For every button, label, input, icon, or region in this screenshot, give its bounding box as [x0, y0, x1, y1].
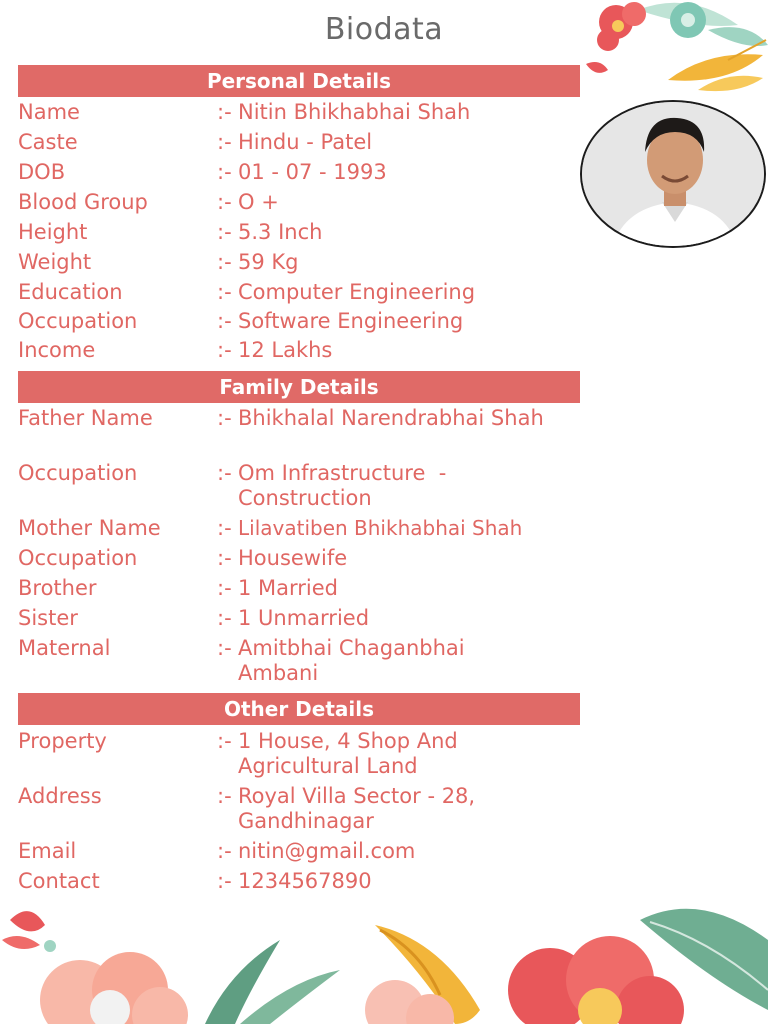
row-separator: :-: [217, 869, 232, 893]
row-label: Income: [18, 338, 96, 362]
row-separator: :-: [217, 190, 232, 214]
row-value: nitin@gmail.com: [238, 839, 416, 863]
row-label: Occupation: [18, 546, 138, 570]
row-value: Bhikhalal Narendrabhai Shah: [238, 406, 544, 430]
row-label: Caste: [18, 130, 78, 154]
row-label: Occupation: [18, 309, 138, 333]
personal-details-header: Personal Details: [18, 65, 580, 97]
row-separator: :-: [217, 280, 232, 304]
row-label: Weight: [18, 250, 92, 274]
page-title: Biodata: [324, 12, 444, 47]
other-details-header: Other Details: [18, 693, 580, 725]
row-value: 01 - 07 - 1993: [238, 160, 387, 184]
row-separator: :-: [217, 729, 232, 753]
row-value: 5.3 Inch: [238, 220, 323, 244]
row-label: Occupation: [18, 461, 138, 485]
row-label: DOB: [18, 160, 66, 184]
row-label: Contact: [18, 869, 100, 893]
row-label: Father Name: [18, 406, 153, 430]
row-label: Maternal: [18, 636, 111, 660]
row-label: Mother Name: [18, 516, 161, 540]
row-value: Lilavatiben Bhikhabhai Shah: [238, 516, 523, 540]
row-separator: :-: [217, 220, 232, 244]
row-value: O +: [238, 190, 279, 214]
row-value: 1 Unmarried: [238, 606, 370, 630]
row-separator: :-: [217, 406, 232, 430]
row-label: Email: [18, 839, 77, 863]
row-value: 1234567890: [238, 869, 372, 893]
row-separator: :-: [217, 338, 232, 362]
row-value: Software Engineering: [238, 309, 464, 333]
row-value: Royal Villa Sector - 28, Gandhinagar: [238, 784, 476, 833]
row-separator: :-: [217, 130, 232, 154]
row-separator: :-: [217, 160, 232, 184]
row-value: Housewife: [238, 546, 348, 570]
row-label: Sister: [18, 606, 78, 630]
row-value: Computer Engineering: [238, 280, 476, 304]
row-label: Address: [18, 784, 102, 808]
row-value: 12 Lakhs: [238, 338, 333, 362]
row-value: 1 House, 4 Shop And Agricultural Land: [238, 729, 458, 778]
row-separator: :-: [217, 516, 232, 540]
row-label: Height: [18, 220, 88, 244]
row-separator: :-: [217, 784, 232, 808]
row-label: Name: [18, 100, 80, 124]
row-separator: :-: [217, 546, 232, 570]
row-separator: :-: [217, 576, 232, 600]
row-separator: :-: [217, 606, 232, 630]
row-value: 59 Kg: [238, 250, 299, 274]
row-separator: :-: [217, 250, 232, 274]
row-separator: :-: [217, 309, 232, 333]
row-separator: :-: [217, 636, 232, 660]
row-separator: :-: [217, 100, 232, 124]
row-value: Amitbhai Chaganbhai Ambani: [238, 636, 465, 685]
row-label: Education: [18, 280, 123, 304]
row-separator: :-: [217, 461, 232, 485]
floral-decoration-bottom: [0, 900, 768, 1024]
row-value: Nitin Bhikhabhai Shah: [238, 100, 471, 124]
row-value: 1 Married: [238, 576, 339, 600]
row-separator: :-: [217, 839, 232, 863]
floral-decoration-top: [578, 0, 768, 95]
row-value: Om Infrastructure - Construction: [238, 461, 453, 510]
row-label: Property: [18, 729, 107, 753]
row-value: Hindu - Patel: [238, 130, 373, 154]
row-label: Brother: [18, 576, 97, 600]
row-label: Blood Group: [18, 190, 148, 214]
family-details-header: Family Details: [18, 371, 580, 403]
